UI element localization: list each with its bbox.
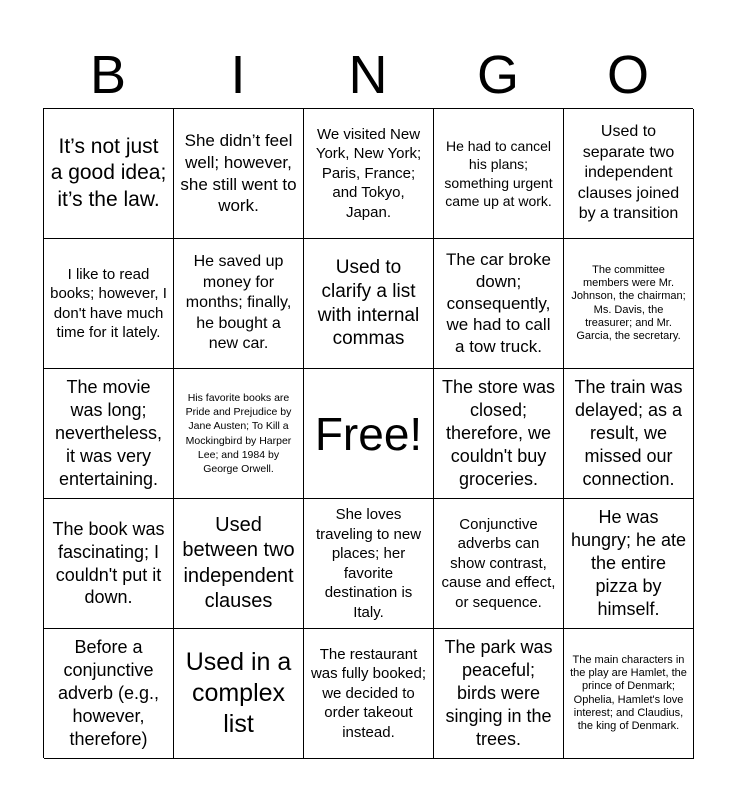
bingo-cell-free[interactable] (304, 369, 434, 499)
cell-text: She loves traveling to new places; her favorite destination is Italy. (315, 506, 422, 621)
cell-text: The train was delayed; as a result, we missed our connection. (574, 377, 683, 489)
cell-text: Used in a complex list (185, 647, 292, 739)
bingo-cell-r2-c2[interactable] (174, 239, 304, 369)
cell-text: The book was fascinating; I couldn't put it down. (52, 518, 165, 608)
bingo-cell-r4-c2[interactable] (174, 499, 304, 629)
bingo-cell-r1-c2[interactable] (174, 109, 304, 239)
bingo-cell-r2-c5[interactable] (564, 239, 694, 369)
cell-text: The main characters in the play are Hamlet, the prince of Denmark; Ophelia, Hamlet's love interest; and Claudius, the king of Denmark. (570, 653, 687, 732)
cell-text: He saved up money for months; finally, he bought a new car. (185, 253, 292, 353)
bingo-cell-r2-c1[interactable] (44, 239, 174, 369)
cell-text: We visited New York, New York; Paris, France; and Tokyo, Japan. (315, 125, 422, 221)
cell-text: I like to read books; however, I don't have much time for it lately. (50, 265, 167, 341)
cell-text: He had to cancel his plans; something urgent came up at work. (444, 138, 553, 209)
bingo-cell-r3-c1[interactable] (44, 369, 174, 499)
bingo-cell-r5-c1[interactable] (44, 629, 174, 759)
cell-text: The restaurant was fully booked; we decided to order takeout instead. (310, 645, 427, 741)
bingo-cell-r4-c3[interactable] (304, 499, 434, 629)
bingo-cell-r4-c4[interactable] (434, 499, 564, 629)
cell-text: Used to clarify a list with internal commas (317, 256, 420, 350)
cell-text: She didn’t feel well; however, she still went to work. (180, 131, 297, 216)
bingo-cell-r5-c5[interactable] (564, 629, 694, 759)
cell-text: The car broke down; consequently, we had to call a tow truck. (446, 250, 551, 357)
bingo-cell-r3-c2[interactable] (174, 369, 304, 499)
bingo-card-grid (43, 108, 693, 758)
bingo-cell-r2-c3[interactable] (304, 239, 434, 369)
cell-text: The store was closed; therefore, we couldn't buy groceries. (441, 377, 556, 489)
cell-text: The park was peaceful; birds were singing in the trees. (444, 637, 553, 749)
header-letter-o: O (606, 45, 649, 105)
bingo-cell-r4-c1[interactable] (44, 499, 174, 629)
cell-text: Before a conjunctive adverb (e.g., however, therefore) (57, 637, 160, 749)
bingo-cell-r1-c1[interactable] (44, 109, 174, 239)
header-letter-n: N (348, 45, 388, 105)
bingo-cell-r5-c2[interactable] (174, 629, 304, 759)
cell-text: His favorite books are Pride and Prejudice by Jane Austen; To Kill a Mockingbird by Harper Lee; and 1984 by George Orwell. (185, 391, 292, 475)
cell-text: The committee members were Mr. Johnson, the chairman; Ms. Davis, the treasurer; and Mr. Garcia, the secretary. (571, 263, 686, 342)
bingo-header (43, 42, 693, 108)
free-space-label: Free! (314, 407, 423, 460)
header-letter-i: I (230, 45, 246, 105)
bingo-cell-r5-c3[interactable] (304, 629, 434, 759)
bingo-cell-r5-c4[interactable] (434, 629, 564, 759)
cell-text: He was hungry; he ate the entire pizza by himself. (570, 507, 687, 619)
cell-text: Used to separate two independent clauses joined by a transition (577, 123, 680, 223)
cell-text: The movie was long; nevertheless, it was very entertaining. (54, 377, 163, 489)
header-letter-b: B (89, 45, 127, 105)
cell-text: Used between two independent clauses (182, 514, 295, 612)
cell-text: It’s not just a good idea; it’s the law. (50, 135, 167, 211)
bingo-cell-r1-c5[interactable] (564, 109, 694, 239)
bingo-cell-r3-c5[interactable] (564, 369, 694, 499)
header-letter-g: G (476, 45, 519, 105)
bingo-cell-r1-c3[interactable] (304, 109, 434, 239)
bingo-cell-r2-c4[interactable] (434, 239, 564, 369)
bingo-cell-r4-c5[interactable] (564, 499, 694, 629)
bingo-cell-r1-c4[interactable] (434, 109, 564, 239)
cell-text: Conjunctive adverbs can show contrast, cause and effect, or sequence. (441, 515, 556, 611)
bingo-cell-r3-c4[interactable] (434, 369, 564, 499)
